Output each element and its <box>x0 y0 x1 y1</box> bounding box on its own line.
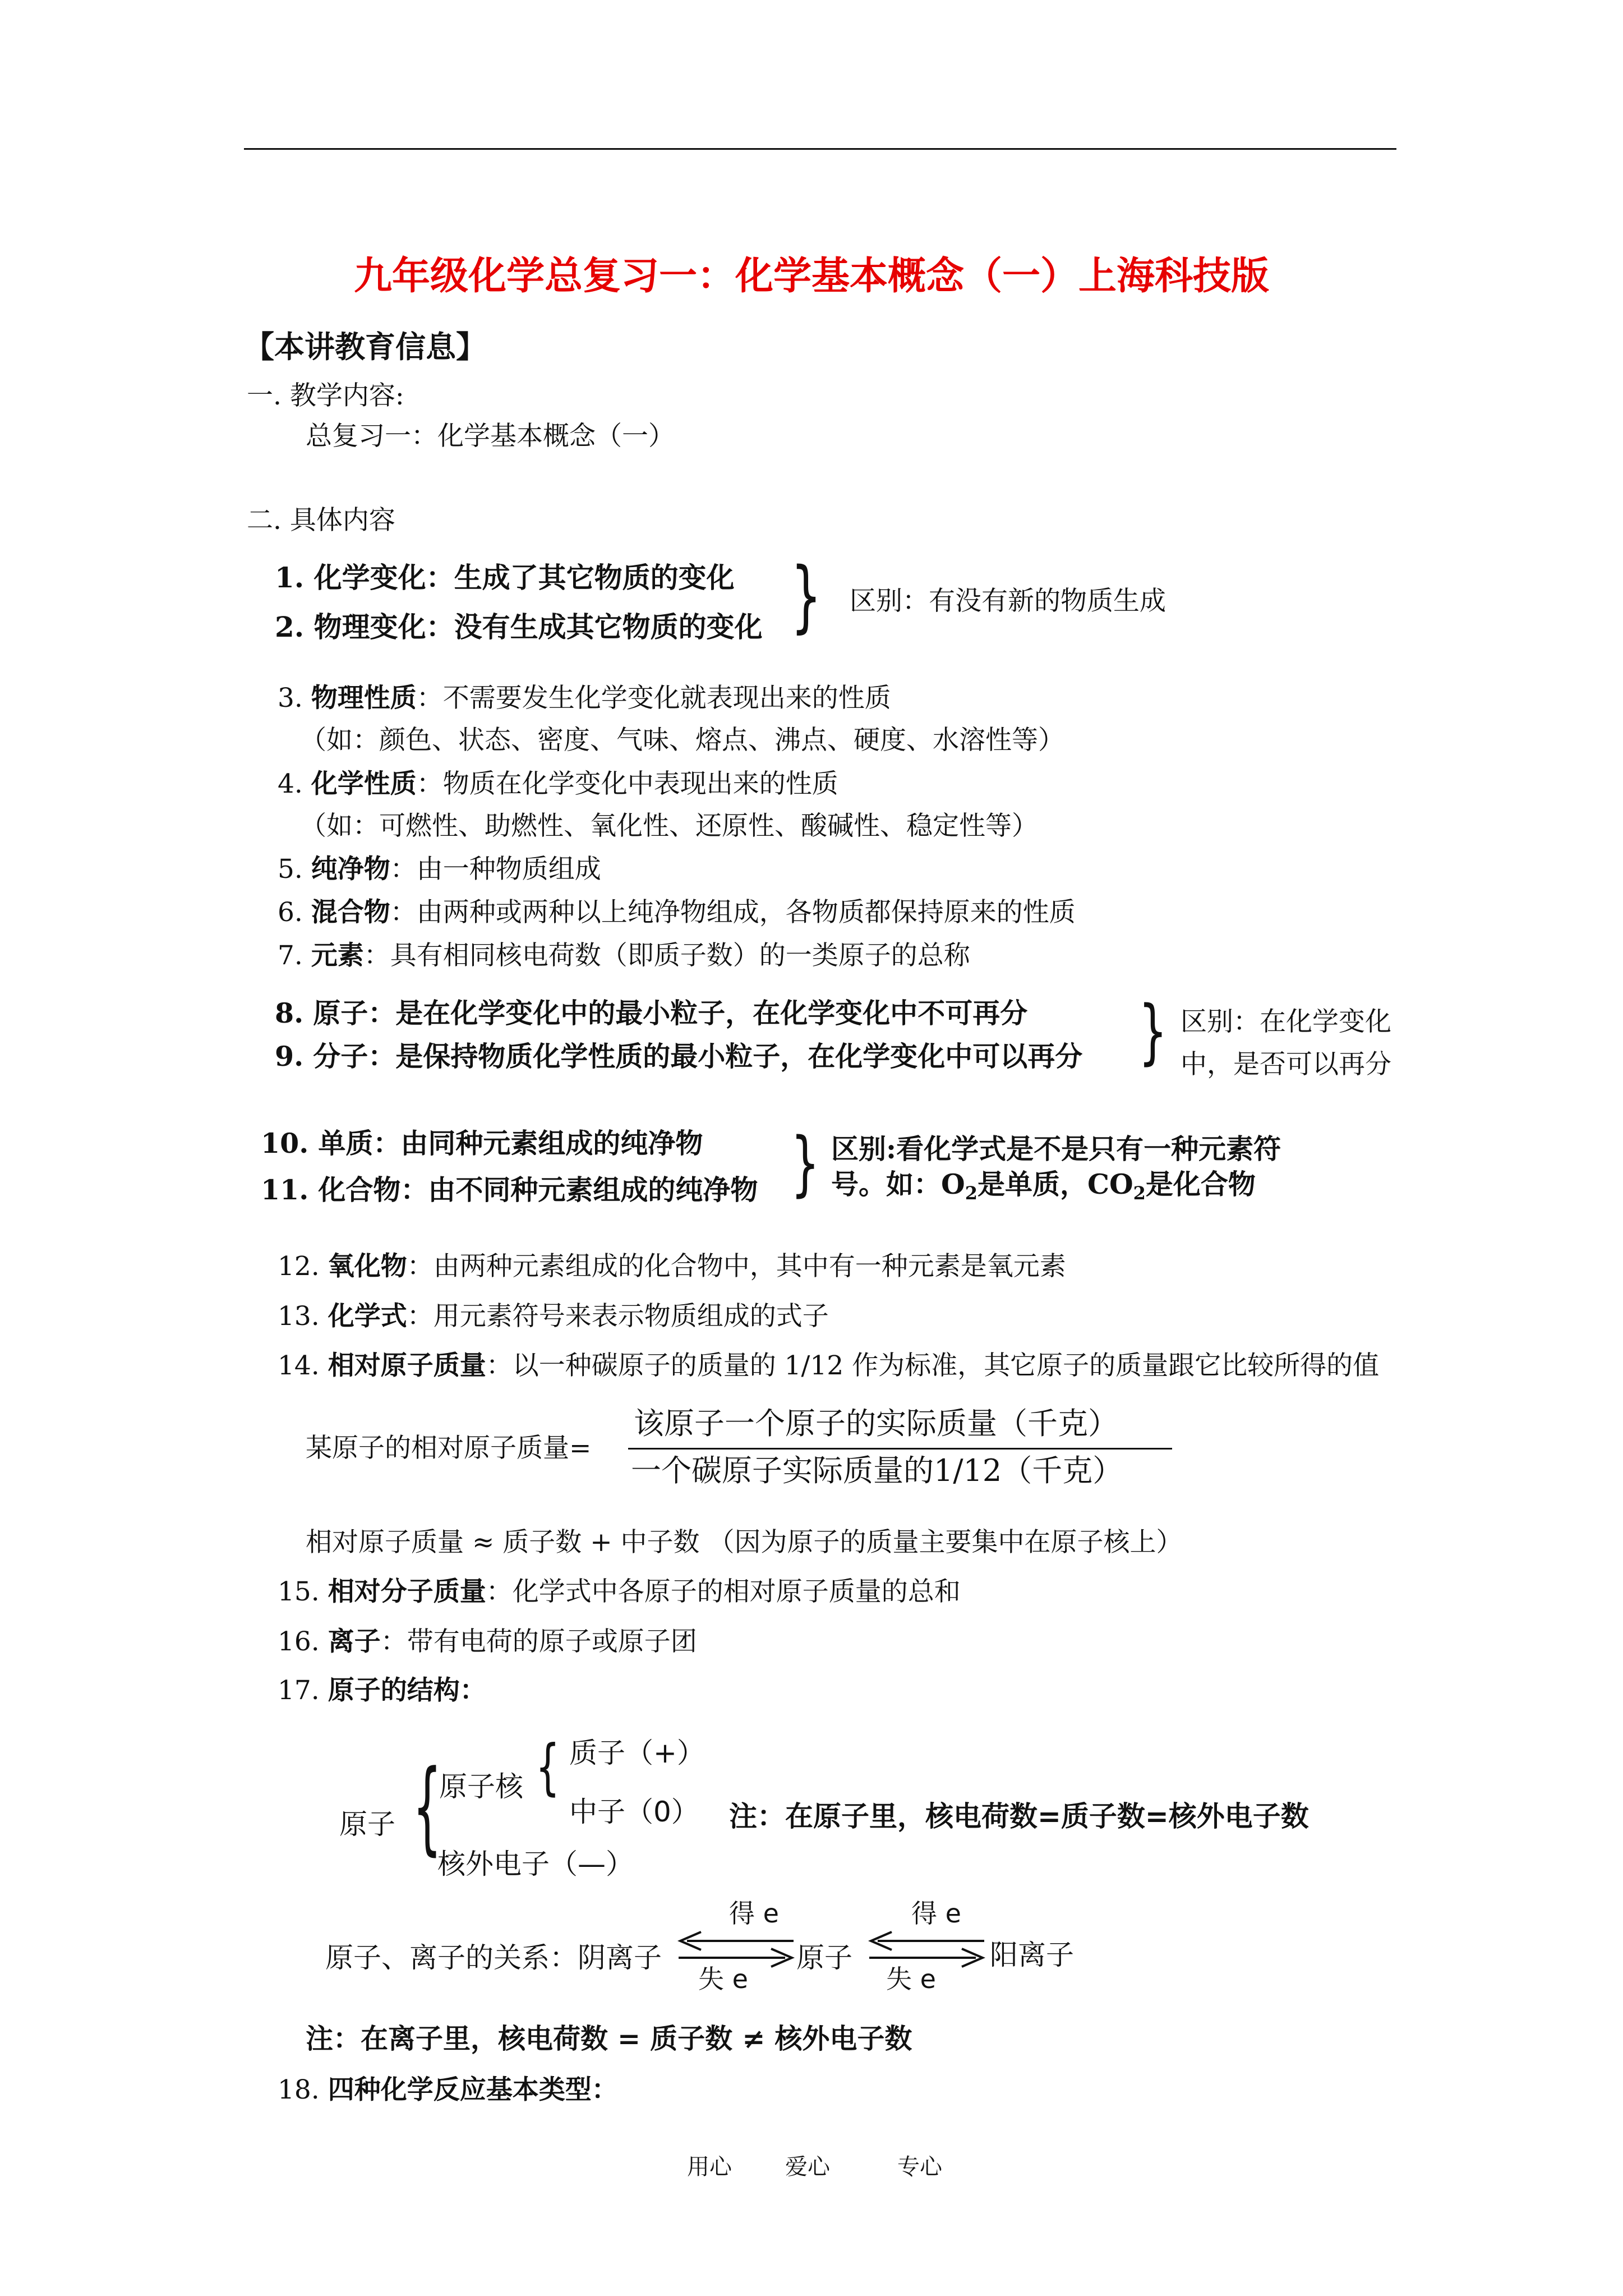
item-definition: ：具有相同核电荷数（即质子数）的一类原子的总称 <box>363 940 970 971</box>
item-term: 四种化学反应基本类型 <box>328 2074 592 2105</box>
item-number: 7. <box>278 940 303 971</box>
item-7 <box>278 939 970 973</box>
structure-proton: 质子（+） <box>569 1737 705 1769</box>
item-definition: ：没有生成其它物质的变化 <box>426 610 763 643</box>
item-3-note: （如：颜色、状态、密度、气味、熔点、沸点、硬度、水溶性等） <box>300 725 1064 756</box>
relation-label: 原子、离子的关系：阴离子 <box>325 1941 662 1974</box>
structure-nucleus: 原子核 <box>439 1770 523 1803</box>
item-definition: ：物质在化学变化中表现出来的性质 <box>416 769 838 799</box>
item-definition: ：以一种碳原子的质量的 1/12 作为标准，其它原子的质量跟它比较所得的值 <box>486 1350 1380 1381</box>
relation-atom: 原子 <box>796 1941 852 1974</box>
item-term: 原子 <box>313 997 368 1029</box>
item-term: 混合物 <box>311 897 390 928</box>
item-number: 11. <box>261 1174 309 1206</box>
footer-text-b: 爱心 <box>785 2154 830 2180</box>
arrow-gain-label: 得 e <box>911 1898 961 1929</box>
item-term: 化学变化 <box>313 561 426 594</box>
item-12 <box>278 1250 1066 1283</box>
brace-right: } <box>791 550 822 642</box>
structure-neutron: 中子（0） <box>569 1796 699 1828</box>
item-11 <box>261 1172 758 1207</box>
item-number: 9. <box>275 1040 304 1073</box>
item-16 <box>278 1625 697 1659</box>
formula-numerator: 该原子一个原子的实际质量（千克） <box>634 1406 1118 1441</box>
formula-lhs: 某原子的相对原子质量= <box>306 1433 592 1464</box>
note-text: 是单质，CO <box>977 1168 1133 1200</box>
brace-left: { <box>413 1749 442 1866</box>
item-term: 化合物 <box>318 1174 401 1206</box>
item-number: 17. <box>278 1675 320 1706</box>
note-text: 号。如：O <box>831 1168 965 1200</box>
item-number: 18. <box>278 2074 320 2105</box>
item-8 <box>275 996 1027 1030</box>
item-14 <box>278 1349 1379 1383</box>
formula-denominator: 一个碳原子实际质量的1/12（千克） <box>631 1453 1123 1488</box>
item-2 <box>275 609 763 645</box>
header-rule <box>244 148 1396 150</box>
item-definition: ： <box>591 2074 618 2105</box>
item-term: 化学性质 <box>311 769 417 799</box>
relation-cation: 阳离子 <box>990 1939 1074 1971</box>
item-number: 4. <box>278 769 303 799</box>
structure-atom: 原子 <box>339 1808 395 1841</box>
item-definition: ：是在化学变化中的最小粒子，在化学变化中不可再分 <box>368 997 1028 1029</box>
item-number: 1. <box>275 561 305 594</box>
item-5 <box>278 853 601 886</box>
arrow-lose-label: 失 e <box>886 1964 936 1994</box>
item-term: 氧化物 <box>328 1251 407 1282</box>
brace-left: { <box>536 1732 560 1802</box>
item-4-note: （如：可燃性、助燃性、氧化性、还原性、酸碱性、稳定性等） <box>300 811 1038 841</box>
item-definition: ：用元素符号来表示物质组成的式子 <box>407 1301 829 1332</box>
item-definition: ：化学式中各原子的相对原子质量的总和 <box>486 1576 961 1607</box>
structure-electron: 核外电子（—） <box>437 1848 634 1880</box>
item-10 <box>261 1126 703 1161</box>
item-term: 元素 <box>311 940 364 971</box>
item-4 <box>278 767 838 801</box>
section-header: 【本讲教育信息】 <box>244 329 486 365</box>
item-definition: ：带有电荷的原子或原子团 <box>380 1626 697 1657</box>
item-definition: ：不需要发生化学变化就表现出来的性质 <box>416 683 891 714</box>
item-term: 相对原子质量 <box>328 1350 486 1381</box>
difference-note-10-11-line2 <box>831 1167 1256 1202</box>
brace-right: } <box>1138 990 1168 1073</box>
item-number: 8. <box>275 997 304 1029</box>
difference-note-8-9-line2: 中，是否可以再分 <box>1181 1049 1391 1080</box>
item-number: 3. <box>278 683 303 714</box>
item-number: 16. <box>278 1626 320 1657</box>
item-definition: ：由同种元素组成的纯净物 <box>373 1127 703 1159</box>
item-17 <box>278 1674 486 1708</box>
difference-note-8-9-line1: 区别：在化学变化 <box>1181 1006 1391 1037</box>
item-number: 15. <box>278 1576 320 1607</box>
item-number: 14. <box>278 1350 320 1381</box>
footer-text-a: 用心 <box>687 2154 732 2180</box>
note-text: 是化合物 <box>1145 1168 1256 1200</box>
item-term: 分子 <box>313 1040 368 1073</box>
item-term: 单质 <box>318 1127 374 1159</box>
item-9 <box>275 1039 1082 1074</box>
item-term: 物理变化 <box>313 610 426 643</box>
item-definition: ：由一种物质组成 <box>390 854 601 885</box>
part1-content: 总复习一：化学基本概念（一） <box>306 421 675 452</box>
subscript: 2 <box>1133 1182 1146 1204</box>
arrow-gain-label: 得 e <box>729 1898 779 1929</box>
item-number: 5. <box>278 854 303 885</box>
item-13 <box>278 1300 829 1333</box>
item-term: 化学式 <box>328 1301 407 1332</box>
item-number: 12. <box>278 1251 320 1282</box>
part1-heading: 一. 教学内容: <box>247 380 404 411</box>
item-term: 纯净物 <box>311 854 390 885</box>
item-definition: ：由两种或两种以上纯净物组成，各物质都保持原来的性质 <box>390 897 1076 928</box>
fraction-bar <box>628 1448 1172 1450</box>
item-15 <box>278 1575 961 1609</box>
arrow-lose-label: 失 e <box>698 1964 748 1994</box>
page-title: 九年级化学总复习一：化学基本概念（一）上海科技版 <box>353 254 1269 298</box>
item-number: 10. <box>261 1127 309 1159</box>
structure-note: 注：在原子里，核电荷数=质子数=核外电子数 <box>729 1800 1309 1833</box>
part2-heading: 二. 具体内容 <box>247 505 395 536</box>
item-3 <box>278 682 891 715</box>
item-term: 物理性质 <box>311 683 417 714</box>
item-6 <box>278 896 1076 930</box>
item-1 <box>275 560 735 596</box>
item-definition: ：生成了其它物质的变化 <box>426 561 735 594</box>
item-term: 离子 <box>328 1626 381 1657</box>
item-definition: ：是保持物质化学性质的最小粒子，在化学变化中可以再分 <box>368 1040 1083 1073</box>
item-number: 6. <box>278 897 303 928</box>
item-definition: ：由不同种元素组成的纯净物 <box>400 1174 758 1206</box>
item-number: 2. <box>275 610 305 643</box>
item-definition: ： <box>459 1675 486 1706</box>
ion-note: 注：在离子里，核电荷数 = 质子数 ≠ 核外电子数 <box>306 2022 912 2055</box>
difference-note-1-2: 区别：有没有新的物质生成 <box>850 586 1166 616</box>
item-definition: ：由两种元素组成的化合物中，其中有一种元素是氧元素 <box>407 1251 1066 1282</box>
brace-right: } <box>791 1122 820 1205</box>
item-term: 相对分子质量 <box>328 1576 486 1607</box>
difference-note-10-11-line1: 区别:看化学式是不是只有一种元素符 <box>831 1133 1281 1165</box>
approximation-line: 相对原子质量 ≈ 质子数 + 中子数 （因为原子的质量主要集中在原子核上） <box>306 1527 1183 1558</box>
item-number: 13. <box>278 1301 320 1332</box>
item-18 <box>278 2073 618 2107</box>
footer-text-c: 专心 <box>897 2154 942 2180</box>
subscript: 2 <box>965 1182 978 1204</box>
item-term: 原子的结构 <box>328 1675 460 1706</box>
